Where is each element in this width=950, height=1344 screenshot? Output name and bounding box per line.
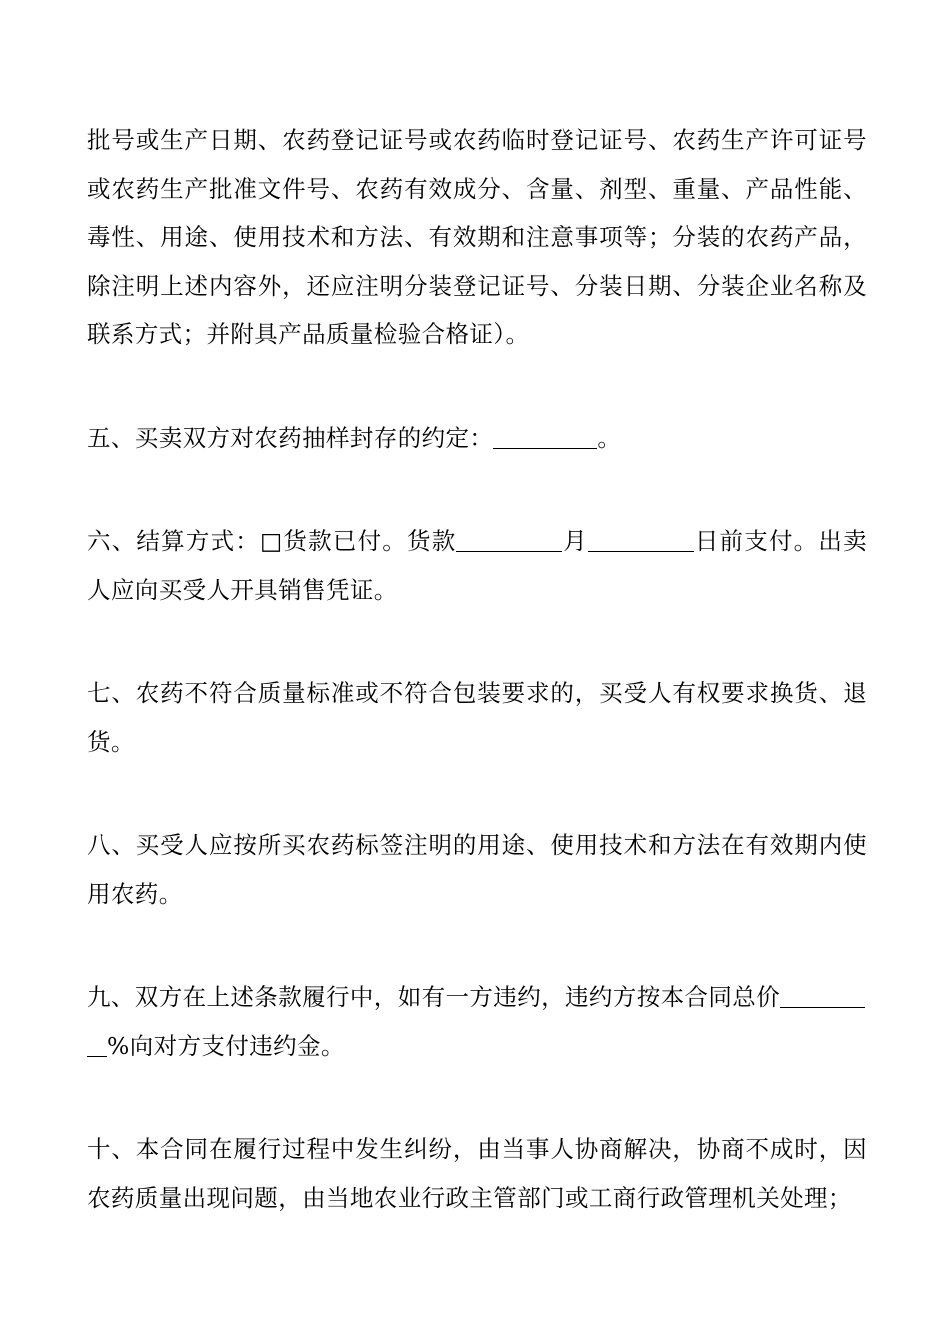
clause-9-text-b: %向对方支付违约金。 xyxy=(107,1031,345,1060)
penalty-percent-blank-line2[interactable] xyxy=(87,1032,107,1057)
contract-page xyxy=(87,116,867,1222)
clause-4-text: 批号或生产日期、农药登记证号或农药临时登记证号、农药生产许可证号或农药生产批准文件号、农药有效成分、含量、剂型、重量、产品性能、毒性、用途、使用技术和方法、有效期和注意事项等；分装的农药产品，除注明上述内容外，还应注明分装登记证号、分装日期、分装企业名称及联系方式；并附具产品质量检验合格证）。 xyxy=(87,126,867,348)
clause-5-end: 。 xyxy=(597,423,622,452)
penalty-percent-blank-line1[interactable] xyxy=(780,983,865,1008)
clause-4-continued xyxy=(87,116,867,359)
clause-5-text: 五、买卖双方对农药抽样封存的约定： xyxy=(87,423,494,452)
clause-7-text: 七、农药不符合质量标准或不符合包装要求的，买受人有权要求换货、退货。 xyxy=(87,679,867,756)
clause-10 xyxy=(87,1125,867,1222)
clause-6-text-b: 日前支付。出卖人应向买受人开具销售凭证。 xyxy=(87,527,868,604)
clause-9 xyxy=(87,973,867,1070)
clause-9-text-a: 九、双方在上述条款履行中，如有一方违约，违约方按本合同总价 xyxy=(87,983,781,1011)
clause-5 xyxy=(87,414,867,463)
clause-6 xyxy=(87,517,867,614)
clause-8-text: 八、买受人应按所买农药标签注明的用途、使用技术和方法在有效期内使用农药。 xyxy=(87,831,867,908)
clause-8 xyxy=(87,821,867,918)
sampling-agreement-blank[interactable] xyxy=(493,424,597,449)
clause-6-text-a: 六、结算方式：□货款已付。货款 xyxy=(87,527,457,555)
payment-day-blank[interactable] xyxy=(588,527,694,552)
clause-10-text: 十、本合同在履行过程中发生纠纷，由当事人协商解决，协商不成时，因农药质量出现问题，由当地农业行政主管部门或工商行政管理机关处理； xyxy=(87,1135,867,1212)
clause-7 xyxy=(87,669,867,766)
clause-6-month: 月 xyxy=(562,527,588,555)
payment-month-blank[interactable] xyxy=(456,527,562,552)
